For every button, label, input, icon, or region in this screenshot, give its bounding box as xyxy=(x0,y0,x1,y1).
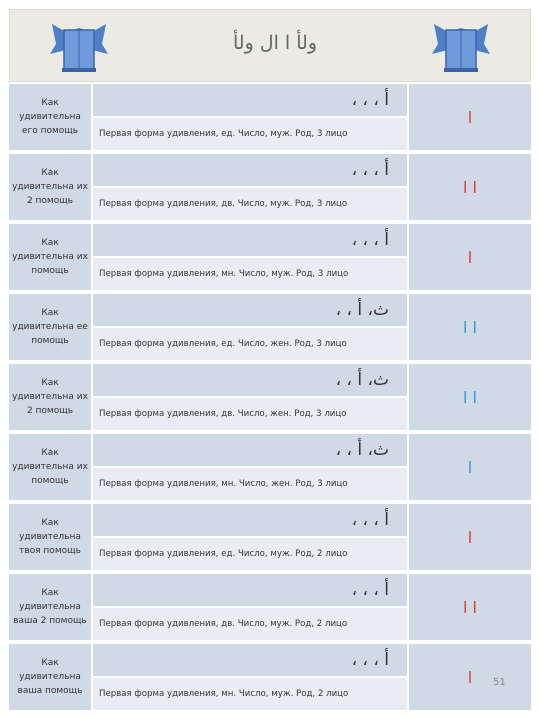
alif-marker-cell: ا xyxy=(409,434,531,500)
russian-phrase-line: Как xyxy=(41,658,59,668)
russian-phrase-cell xyxy=(9,504,91,570)
russian-phrase-line: удивительна xyxy=(19,112,81,122)
table-row xyxy=(9,224,531,292)
table-row xyxy=(9,84,531,152)
table-row xyxy=(9,434,531,502)
grammar-description-cell: Первая форма удивления, дв. Число, муж. Род, 2 лицо xyxy=(93,608,407,640)
russian-phrase-line: удивительна их xyxy=(12,182,88,192)
arabic-form-cell: ، ، ، أ xyxy=(93,504,407,536)
russian-phrase-cell xyxy=(9,644,91,710)
russian-phrase-line: Как xyxy=(41,98,59,108)
alif-marker-cell: ا xyxy=(409,644,531,710)
arabic-form-cell: ، ، ، أ xyxy=(93,644,407,676)
russian-phrase-cell xyxy=(9,224,91,290)
russian-phrase-line: 2 помощь xyxy=(26,196,74,206)
russian-phrase-line: удивительна xyxy=(19,602,81,612)
table-row xyxy=(9,504,531,572)
arabic-form-cell: ، ، ث، أ xyxy=(93,434,407,466)
page-title: ولأ ا ال ولأ xyxy=(233,32,317,54)
arabic-form-cell: ، ، ث، أ xyxy=(93,364,407,396)
russian-phrase-line: Как xyxy=(41,518,59,528)
alif-marker-cell: ا ا xyxy=(409,574,531,640)
russian-phrase-line: твоя помощь xyxy=(19,546,81,556)
grammar-description-cell: Первая форма удивления, дв. Число, жен. Род, 3 лицо xyxy=(93,398,407,430)
grammar-description-cell: Первая форма удивления, мн. Число, муж. Род, 3 лицо xyxy=(93,258,407,290)
table-row xyxy=(9,574,531,642)
alif-marker-cell: ا xyxy=(409,224,531,290)
russian-phrase-cell xyxy=(9,364,91,430)
page-number: 51 xyxy=(493,677,506,688)
arabic-form-cell: ، ، ، أ xyxy=(93,574,407,606)
russian-phrase-line: ваша помощь xyxy=(17,686,83,696)
book-icon-left xyxy=(50,20,108,76)
grammar-description-cell: Первая форма удивления, мн. Число, муж. Род, 2 лицо xyxy=(93,678,407,710)
arabic-form-cell: ، ، ، أ xyxy=(93,84,407,116)
header-bar xyxy=(9,9,531,82)
arabic-form-cell: ، ، ، أ xyxy=(93,154,407,186)
grammar-description-cell: Первая форма удивления, дв. Число, муж. Род, 3 лицо xyxy=(93,188,407,220)
russian-phrase-line: помощь xyxy=(31,476,69,486)
alif-marker-cell: ا xyxy=(409,504,531,570)
russian-phrase-line: удивительна их xyxy=(12,392,88,402)
table-row xyxy=(9,364,531,432)
grammar-description-cell: Первая форма удивления, ед. Число, жен. Род, 3 лицо xyxy=(93,328,407,360)
russian-phrase-line: удивительна xyxy=(19,532,81,542)
arabic-form-cell: ، ، ث، أ xyxy=(93,294,407,326)
alif-marker-cell: ا ا xyxy=(409,154,531,220)
russian-phrase-line: удивительна их xyxy=(12,462,88,472)
table-row xyxy=(9,294,531,362)
grammar-description-cell: Первая форма удивления, мн. Число, жен. Род, 3 лицо xyxy=(93,468,407,500)
russian-phrase-cell xyxy=(9,84,91,150)
table-row xyxy=(9,644,531,712)
russian-phrase-cell xyxy=(9,434,91,500)
russian-phrase-cell xyxy=(9,154,91,220)
russian-phrase-line: удивительна их xyxy=(12,252,88,262)
russian-phrase-line: его помощь xyxy=(21,126,79,136)
russian-phrase-line: Как xyxy=(41,448,59,458)
alif-marker-cell: ا ا xyxy=(409,294,531,360)
russian-phrase-line: Как xyxy=(41,168,59,178)
russian-phrase-line: удивительна xyxy=(19,672,81,682)
russian-phrase-line: Как xyxy=(41,588,59,598)
slide xyxy=(9,9,531,711)
russian-phrase-line: Как xyxy=(41,238,59,248)
russian-phrase-line: Как xyxy=(41,308,59,318)
russian-phrase-line: Как xyxy=(41,378,59,388)
russian-phrase-line: ваша 2 помощь xyxy=(13,616,87,626)
alif-marker-cell: ا xyxy=(409,84,531,150)
grammar-description-cell: Первая форма удивления, ед. Число, муж. Род, 2 лицо xyxy=(93,538,407,570)
alif-marker-cell: ا ا xyxy=(409,364,531,430)
table-row xyxy=(9,154,531,222)
russian-phrase-line: помощь xyxy=(31,266,69,276)
russian-phrase-cell xyxy=(9,294,91,360)
arabic-form-cell: ، ، ، أ xyxy=(93,224,407,256)
book-icon-right xyxy=(432,20,490,76)
russian-phrase-line: 2 помощь xyxy=(26,406,74,416)
russian-phrase-line: помощь xyxy=(31,336,69,346)
grammar-description-cell: Первая форма удивления, ед. Число, муж. Род, 3 лицо xyxy=(93,118,407,150)
russian-phrase-cell xyxy=(9,574,91,640)
russian-phrase-line: удивительна ее xyxy=(12,322,88,332)
